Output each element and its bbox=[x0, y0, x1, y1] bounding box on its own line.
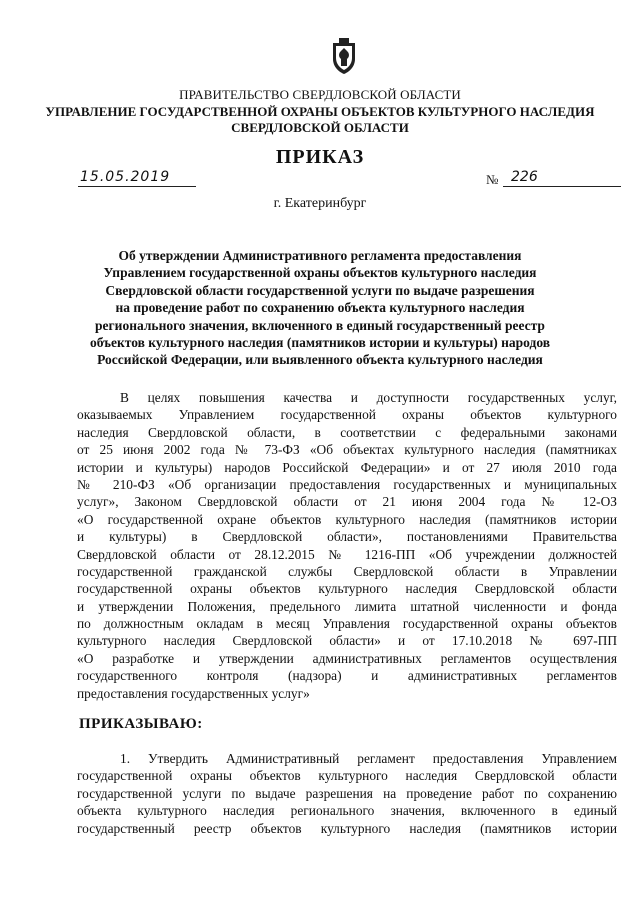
title-line: Российской Федерации, или выявленного объекта культурного наследия bbox=[97, 352, 543, 368]
preamble-line: «О государственной охране объектов культурного наследия (памятников истории bbox=[77, 511, 617, 527]
preamble-line: наследия Свердловской области, в соответствии с федеральными законами bbox=[77, 424, 617, 440]
item-1-line: государственной услуги по выдаче разрешения на проведение работ по сохранению bbox=[77, 785, 617, 801]
number-label: № bbox=[486, 172, 499, 187]
preamble-line: от 25 июня 2002 года № 73-ФЗ «Об объектах культурного наследия (памятниках bbox=[77, 442, 617, 458]
city: г. Екатеринбург bbox=[273, 196, 367, 211]
department-line: УПРАВЛЕНИЕ ГОСУДАРСТВЕННОЙ ОХРАНЫ ОБЪЕКТОВ КУЛЬТУРНОГО НАСЛЕДИЯ bbox=[45, 104, 595, 119]
department-name bbox=[0, 104, 640, 136]
preamble-line: В целях повышения качества и доступности государственных услуг, bbox=[120, 390, 617, 405]
item-1-line: государственной охраны объектов культурного наследия Свердловской области bbox=[77, 768, 617, 784]
order-date: 15.05.2019 bbox=[78, 168, 196, 187]
preamble-line: государственной охраны объектов культурного наследия Свердловской области bbox=[77, 581, 617, 597]
government-name: ПРАВИТЕЛЬСТВО СВЕРДЛОВСКОЙ ОБЛАСТИ bbox=[179, 87, 461, 102]
department-line: СВЕРДЛОВСКОЙ ОБЛАСТИ bbox=[231, 120, 409, 135]
preamble-line: № 210-ФЗ «Об организации предоставления государственных и муниципальных bbox=[77, 476, 617, 492]
title-line: регионального значения, включенного в единый государственный реестр bbox=[95, 317, 545, 333]
item-1-line: объекта культурного наследия регионального значения, включенного в единый bbox=[77, 803, 617, 819]
title-line: Об утверждении Административного регламента предоставления bbox=[118, 248, 522, 263]
preamble-line: истории и культуры) народов Российской Федерации» и от 27 июля 2010 года bbox=[77, 459, 617, 475]
preamble-line: Свердловской области от 28.12.2015 № 1216-ПП «Об учреждении должностей bbox=[77, 546, 617, 562]
preamble-paragraph bbox=[77, 389, 617, 702]
preamble-line: и культуры) в Свердловской области», постановлениями Правительства bbox=[77, 529, 617, 545]
preamble-line: «О разработке и утверждении административных регламентов осуществления bbox=[77, 650, 617, 666]
preamble-line: по должностным окладам в месяц Управления государственной охраны объектов bbox=[77, 616, 617, 632]
document-title bbox=[0, 247, 640, 369]
order-heading: ПРИКАЗЫВАЮ: bbox=[79, 716, 203, 732]
preamble-line: государственного контроля (надзора) и административных регламентов bbox=[77, 668, 617, 684]
preamble-line: предоставления государственных услуг» bbox=[77, 685, 310, 701]
preamble-line: культурного наследия Свердловской области» и от 17.10.2018 № 697-ПП bbox=[77, 633, 617, 649]
document-type: ПРИКАЗ bbox=[275, 146, 365, 168]
title-line: на проведение работ по сохранению объекта культурного наследия bbox=[115, 300, 525, 316]
preamble-line: и утверждении Положения, предельного лимита штатной численности и фонда bbox=[77, 598, 617, 614]
title-line: Свердловской области государственной услуги по выдаче разрешения bbox=[105, 282, 535, 298]
title-line: объектов культурного наследия (памятников истории и культуры) народов bbox=[89, 335, 551, 351]
title-line: Управлением государственной охраны объектов культурного наследия bbox=[103, 265, 537, 281]
preamble-line: оказываемых Управлением государственной охраны объектов культурного bbox=[77, 407, 617, 423]
coat-of-arms-icon bbox=[330, 37, 358, 75]
preamble-line: государственной гражданской службы Свердловской области в Управлении bbox=[77, 563, 617, 579]
order-number: 226 bbox=[503, 168, 621, 187]
item-1-line: 1. Утвердить Административный регламент предоставления Управлением bbox=[120, 751, 617, 766]
item-1-paragraph bbox=[77, 750, 617, 837]
item-1-line: государственный реестр объектов культурного наследия (памятников истории bbox=[77, 820, 617, 836]
preamble-line: услуг», Законом Свердловской области от 21 июня 2004 года № 12-ОЗ bbox=[77, 494, 617, 510]
